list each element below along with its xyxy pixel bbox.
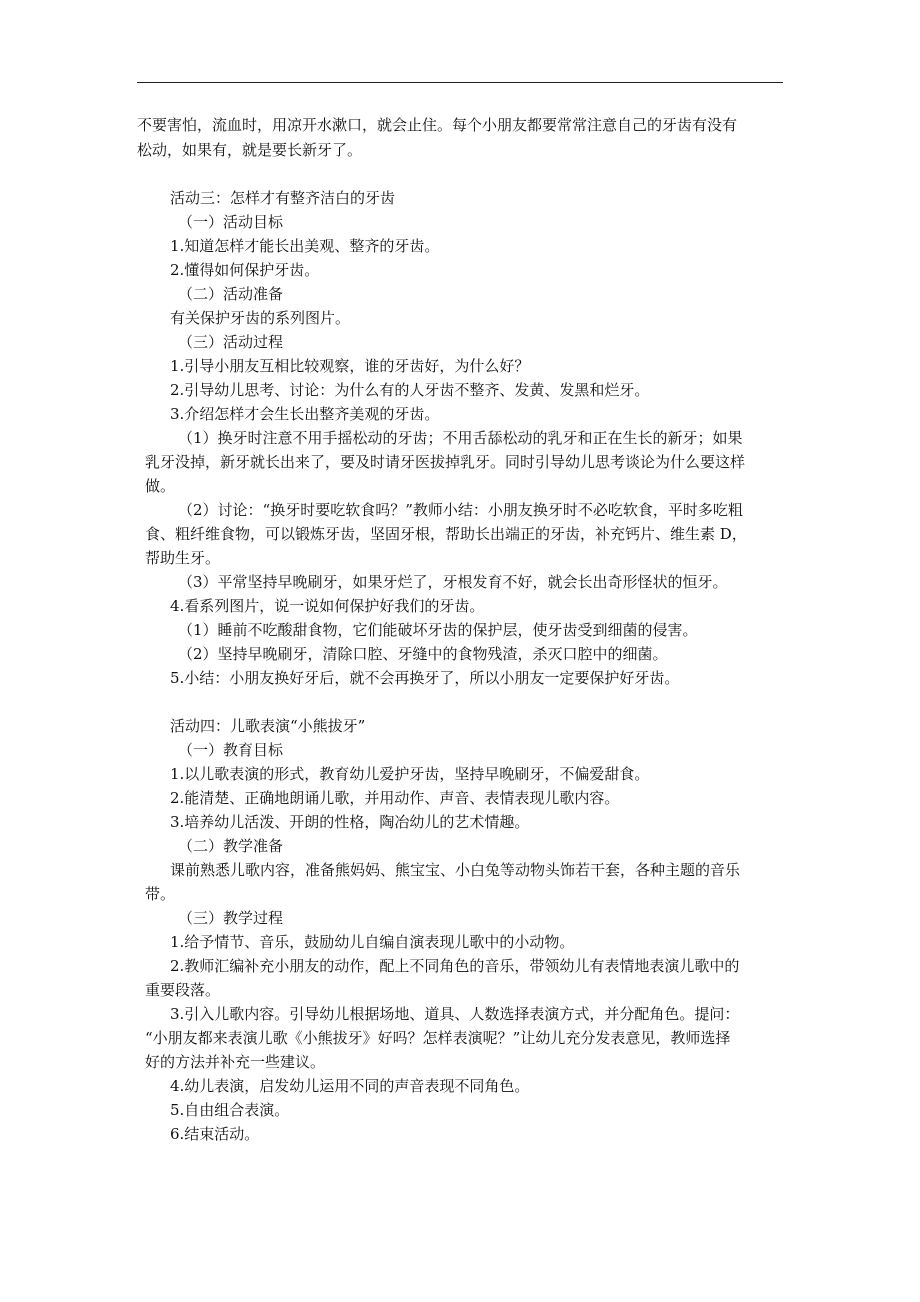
subsection-heading: （一）活动目标 — [178, 213, 284, 231]
subsection-heading: （三）教学过程 — [178, 909, 284, 927]
subsection-heading: （二）活动准备 — [178, 285, 284, 303]
list-item: 5.自由组合表演。 — [170, 1101, 290, 1119]
list-item: 2.懂得如何保护牙齿。 — [170, 261, 320, 279]
header-rule — [137, 82, 783, 83]
list-item: 3.引入儿歌内容。引导幼儿根据场地、道具、人数选择表演方式，并分配角色。提问： — [170, 1005, 740, 1023]
text-line: 好的方法并补充一些建议。 — [145, 1053, 326, 1071]
list-item: 2.教师汇编补充小朋友的动作，配上不同角色的音乐，带领幼儿有表情地表演儿歌中的 — [170, 957, 740, 975]
list-item: 1.知道怎样才能长出美观、整齐的牙齿。 — [170, 237, 440, 255]
section-heading: 活动四：儿歌表演“小熊拔牙” — [170, 717, 366, 735]
list-item: 5.小结：小朋友换好牙后，就不会再换牙了，所以小朋友一定要保护好牙齿。 — [170, 669, 680, 687]
text-line: 不要害怕，流血时，用凉开水漱口，就会止住。每个小朋友都要常常注意自己的牙齿有没有 — [137, 116, 738, 134]
text-line: 乳牙没掉，新牙就长出来了，要及时请牙医拔掉乳牙。同时引导幼儿思考谈论为什么要这样 — [145, 453, 746, 471]
list-item: 4.幼儿表演，启发幼儿运用不同的声音表现不同角色。 — [170, 1077, 530, 1095]
list-item: （1）睡前不吃酸甜食物，它们能破坏牙齿的保护层，使牙齿受到细菌的侵害。 — [178, 621, 698, 639]
text-line: 带。 — [145, 885, 176, 903]
list-item: （2）讨论：“换牙时要吃软食吗？”教师小结：小朋友换牙时不必吃软食，平时多吃粗 — [178, 501, 743, 519]
list-item: 1.引导小朋友互相比较观察，谁的牙齿好，为什么好？ — [170, 357, 530, 375]
list-item: 2.能清楚、正确地朗诵儿歌，并用动作、声音、表情表现儿歌内容。 — [170, 789, 620, 807]
text-line: 做。 — [145, 477, 176, 495]
list-item: 4.看系列图片，说一说如何保护好我们的牙齿。 — [170, 597, 485, 615]
subsection-heading: （二）教学准备 — [178, 837, 284, 855]
list-item: （2）坚持早晚刷牙，清除口腔、牙缝中的食物残渣，杀灭口腔中的细菌。 — [178, 645, 668, 663]
subsection-heading: （一）教育目标 — [178, 741, 284, 759]
list-item: 1.给予情节、音乐，鼓励幼儿自编自演表现儿歌中的小动物。 — [170, 933, 575, 951]
text-line: 有关保护牙齿的系列图片。 — [170, 309, 351, 327]
list-item: 2.引导幼儿思考、讨论：为什么有的人牙齿不整齐、发黄、发黑和烂牙。 — [170, 381, 650, 399]
subsection-heading: （三）活动过程 — [178, 333, 284, 351]
text-line: 帮助生牙。 — [145, 549, 221, 567]
list-item: 1.以儿歌表演的形式，教育幼儿爱护牙齿，坚持早晚刷牙，不偏爱甜食。 — [170, 765, 650, 783]
list-item: （3）平常坚持早晚刷牙，如果牙烂了，牙根发育不好，就会长出奇形怪状的恒牙。 — [178, 573, 728, 591]
text-line: 食、粗纤维食物，可以锻炼牙齿，坚固牙根，帮助长出端正的牙齿，补充钙片、维生素 D， — [145, 525, 747, 543]
list-item: （1）换牙时注意不用手摇松动的牙齿；不用舌舔松动的乳牙和正在生长的新牙；如果 — [178, 429, 743, 447]
list-item: 6.结束活动。 — [170, 1125, 260, 1143]
text-line: 课前熟悉儿歌内容，准备熊妈妈、熊宝宝、小白兔等动物头饰若干套，各种主题的音乐 — [170, 861, 741, 879]
list-item: 3.介绍怎样才会生长出整齐美观的牙齿。 — [170, 405, 440, 423]
list-item: 3.培养幼儿活泼、开朗的性格，陶冶幼儿的艺术情趣。 — [170, 813, 530, 831]
text-line: 松动，如果有，就是要长新牙了。 — [137, 141, 363, 159]
text-line: 重要段落。 — [145, 981, 221, 999]
section-heading: 活动三：怎样才有整齐洁白的牙齿 — [170, 189, 396, 207]
text-line: “小朋友都来表演儿歌《小熊拔牙》好吗？怎样表演呢？”让幼儿充分发表意见，教师选择 — [145, 1029, 731, 1047]
